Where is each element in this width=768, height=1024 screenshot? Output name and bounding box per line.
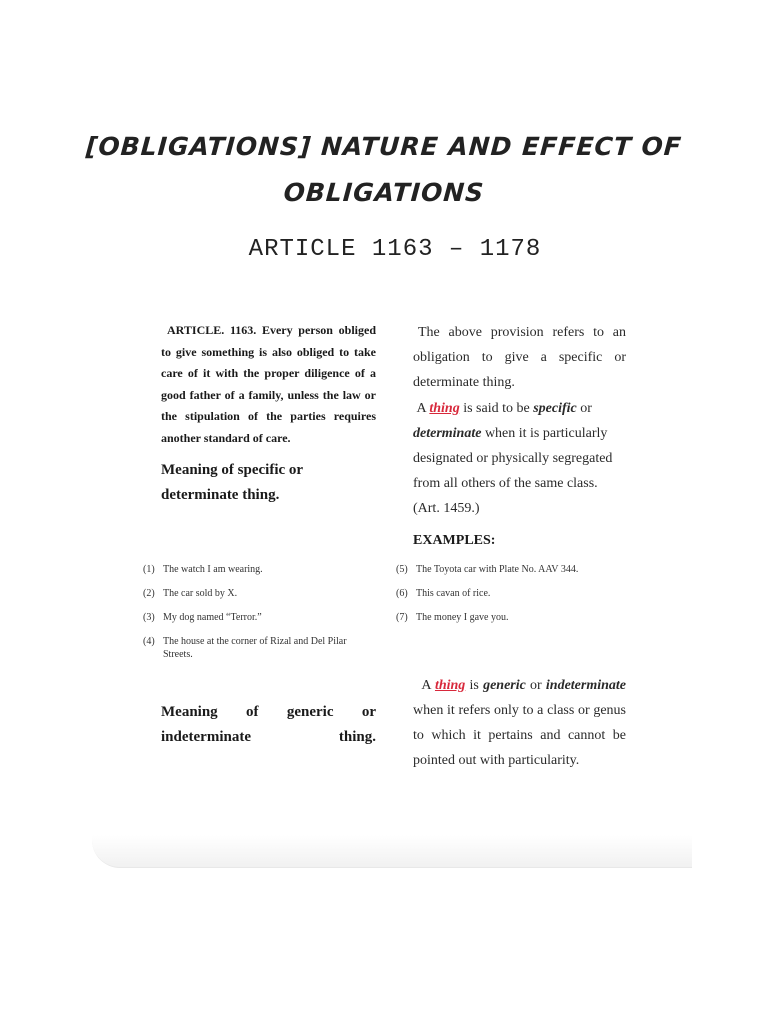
specific-def-rest: when it is particularly designated or physically segregated from all others of the same class. (Art. 1459.) — [413, 426, 613, 516]
article-1163-text — [161, 320, 376, 449]
indeterminate-term: indeterminate — [545, 678, 627, 693]
thing-highlight: thing — [429, 401, 460, 416]
examples-heading: EXAMPLES: — [413, 533, 496, 548]
list-item-number: (2) — [143, 588, 155, 599]
generic-def-or: or — [530, 678, 542, 693]
list-item — [143, 635, 378, 661]
page-title-line-1: [OBLIGATIONS] NATURE AND EFFECT OF — [85, 132, 683, 161]
generic-def-rest: when it refers only to a class or genus to which it pertains and cannot be pointed out with particularity. — [413, 703, 626, 768]
provision-paragraph — [413, 320, 626, 395]
page-edge-shadow — [92, 835, 692, 868]
list-item-number: (3) — [143, 612, 155, 623]
list-item-text: The house at the corner of Rizal and Del Pilar Streets. — [163, 636, 347, 660]
generic-def-article: A — [421, 678, 431, 693]
list-item-number: (7) — [396, 612, 408, 623]
list-item — [143, 611, 378, 624]
specific-def-is-said: is said to be — [463, 401, 530, 416]
specific-def-or: or — [580, 401, 592, 416]
specific-term: specific — [533, 401, 577, 416]
list-item-text: My dog named “Terror.” — [163, 612, 262, 623]
generic-term: generic — [483, 678, 526, 693]
generic-def-is: is — [469, 678, 479, 693]
list-item — [143, 563, 378, 576]
list-item-text: The car sold by X. — [163, 588, 238, 599]
list-item-number: (6) — [396, 588, 408, 599]
list-item-number: (5) — [396, 564, 408, 575]
list-item — [396, 611, 656, 624]
specific-def-article: A — [416, 401, 426, 416]
list-item-text: The watch I am wearing. — [163, 564, 263, 575]
article-range-subtitle: ARTICLE 1163 – 1178 — [248, 236, 542, 263]
list-item-text: This cavan of rice. — [416, 588, 491, 599]
article-body: Every person obliged to give something is also obliged to take care of it with the proper diligence of a good father of a family, unless the law or the stipulation of the parties requires another standard of care. — [161, 323, 376, 445]
generic-definition — [413, 673, 626, 773]
page-title-line-2: OBLIGATIONS — [282, 178, 486, 207]
list-item-text: The Toyota car with Plate No. AAV 344. — [416, 564, 579, 575]
specific-definition — [413, 396, 618, 521]
list-item — [396, 587, 656, 600]
list-item-number: (1) — [143, 564, 155, 575]
specific-thing-heading: Meaning of specific or determinate thing. — [161, 462, 303, 503]
article-label: ARTICLE. 1163. — [167, 323, 257, 337]
list-item-number: (4) — [143, 636, 155, 647]
list-item — [143, 587, 378, 600]
list-item — [396, 563, 656, 576]
generic-thing-heading: Meaning of generic or indeterminate thing. — [161, 704, 376, 745]
list-item-text: The money I gave you. — [416, 612, 509, 623]
examples-list-left — [143, 563, 378, 672]
thing-highlight: thing — [434, 678, 466, 693]
provision-text: The above provision refers to an obligation to give a specific or determinate thing. — [413, 325, 626, 390]
determinate-term: determinate — [413, 426, 482, 441]
examples-list-right — [396, 563, 656, 635]
